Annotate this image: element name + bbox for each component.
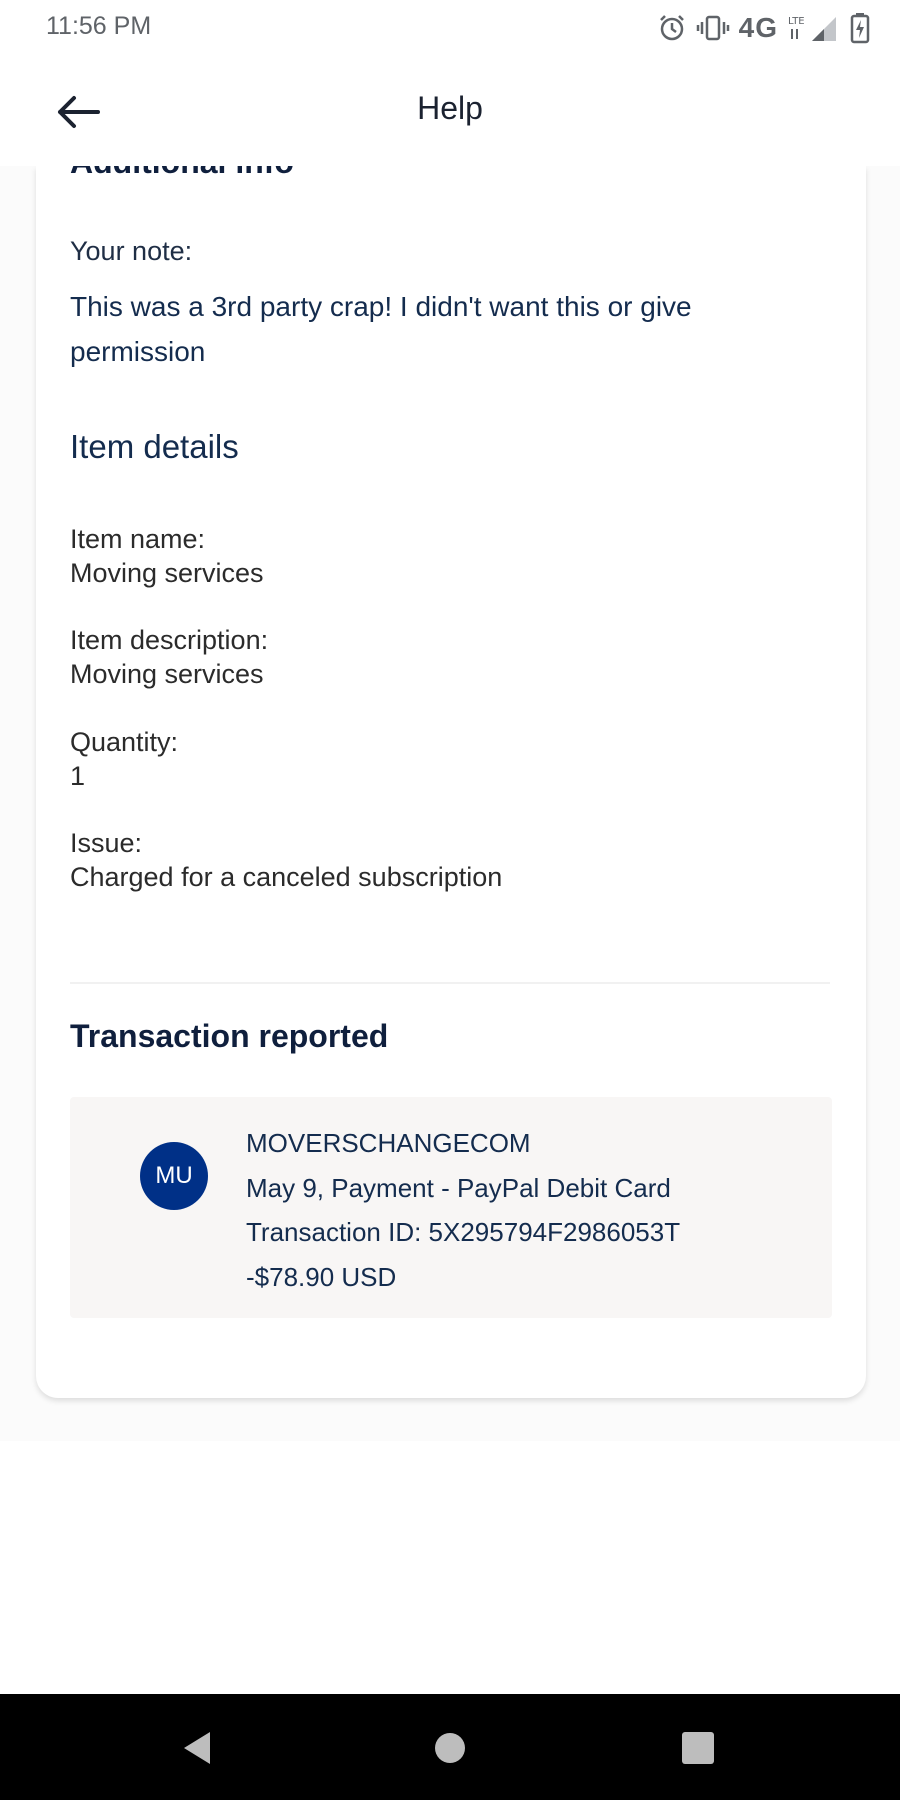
back-triangle-icon — [178, 1728, 218, 1768]
nav-home-button[interactable] — [424, 1722, 476, 1774]
item-details-title: Item details — [70, 428, 239, 465]
merchant-avatar: MU — [140, 1142, 208, 1210]
field-label: Item description: — [70, 625, 269, 655]
nav-back-button[interactable] — [172, 1722, 224, 1774]
note-label: Your note: — [70, 236, 193, 266]
transaction-lines — [246, 1121, 680, 1299]
transaction-summary[interactable] — [70, 1097, 832, 1318]
item-description-field — [70, 623, 268, 691]
item-name-field — [70, 522, 264, 590]
signal-icon — [788, 13, 840, 43]
page-title: Help — [417, 90, 483, 126]
network-sub-label: LTE — [788, 16, 805, 27]
transaction-reported-title: Transaction reported — [70, 1018, 389, 1054]
nav-recents-button[interactable] — [672, 1722, 724, 1774]
transaction-id: Transaction ID: 5X295794F2986053T — [246, 1217, 681, 1247]
alarm-icon — [657, 13, 687, 43]
field-label: Issue: — [70, 828, 143, 858]
network-type: 4G — [738, 12, 778, 43]
field-value: Moving services — [70, 659, 264, 689]
field-value: Charged for a canceled subscription — [70, 862, 503, 892]
vibrate-icon — [697, 13, 729, 43]
recents-square-icon — [680, 1730, 716, 1766]
system-nav-bar — [0, 1694, 900, 1800]
field-value: Moving services — [70, 558, 264, 588]
transaction-amount: -$78.90 USD — [246, 1261, 397, 1292]
field-value: 1 — [70, 761, 86, 791]
status-icons — [657, 8, 870, 48]
status-time: 11:56 PM — [46, 12, 152, 40]
note-text: This was a 3rd party crap! I didn't want this or give permission — [70, 291, 692, 367]
dispute-details-card — [36, 166, 866, 1398]
merchant-name: MOVERSCHANGECOM — [246, 1128, 531, 1158]
status-bar — [0, 0, 900, 56]
app-bar — [0, 56, 900, 166]
battery-charging-icon — [850, 12, 870, 44]
section-divider — [70, 982, 830, 984]
field-label: Quantity: — [70, 727, 179, 757]
quantity-field — [70, 725, 178, 793]
field-label: Item name: — [70, 524, 206, 554]
issue-field — [70, 826, 502, 894]
transaction-summary-line: May 9, Payment - PayPal Debit Card — [246, 1172, 671, 1203]
home-circle-icon — [432, 1730, 468, 1766]
